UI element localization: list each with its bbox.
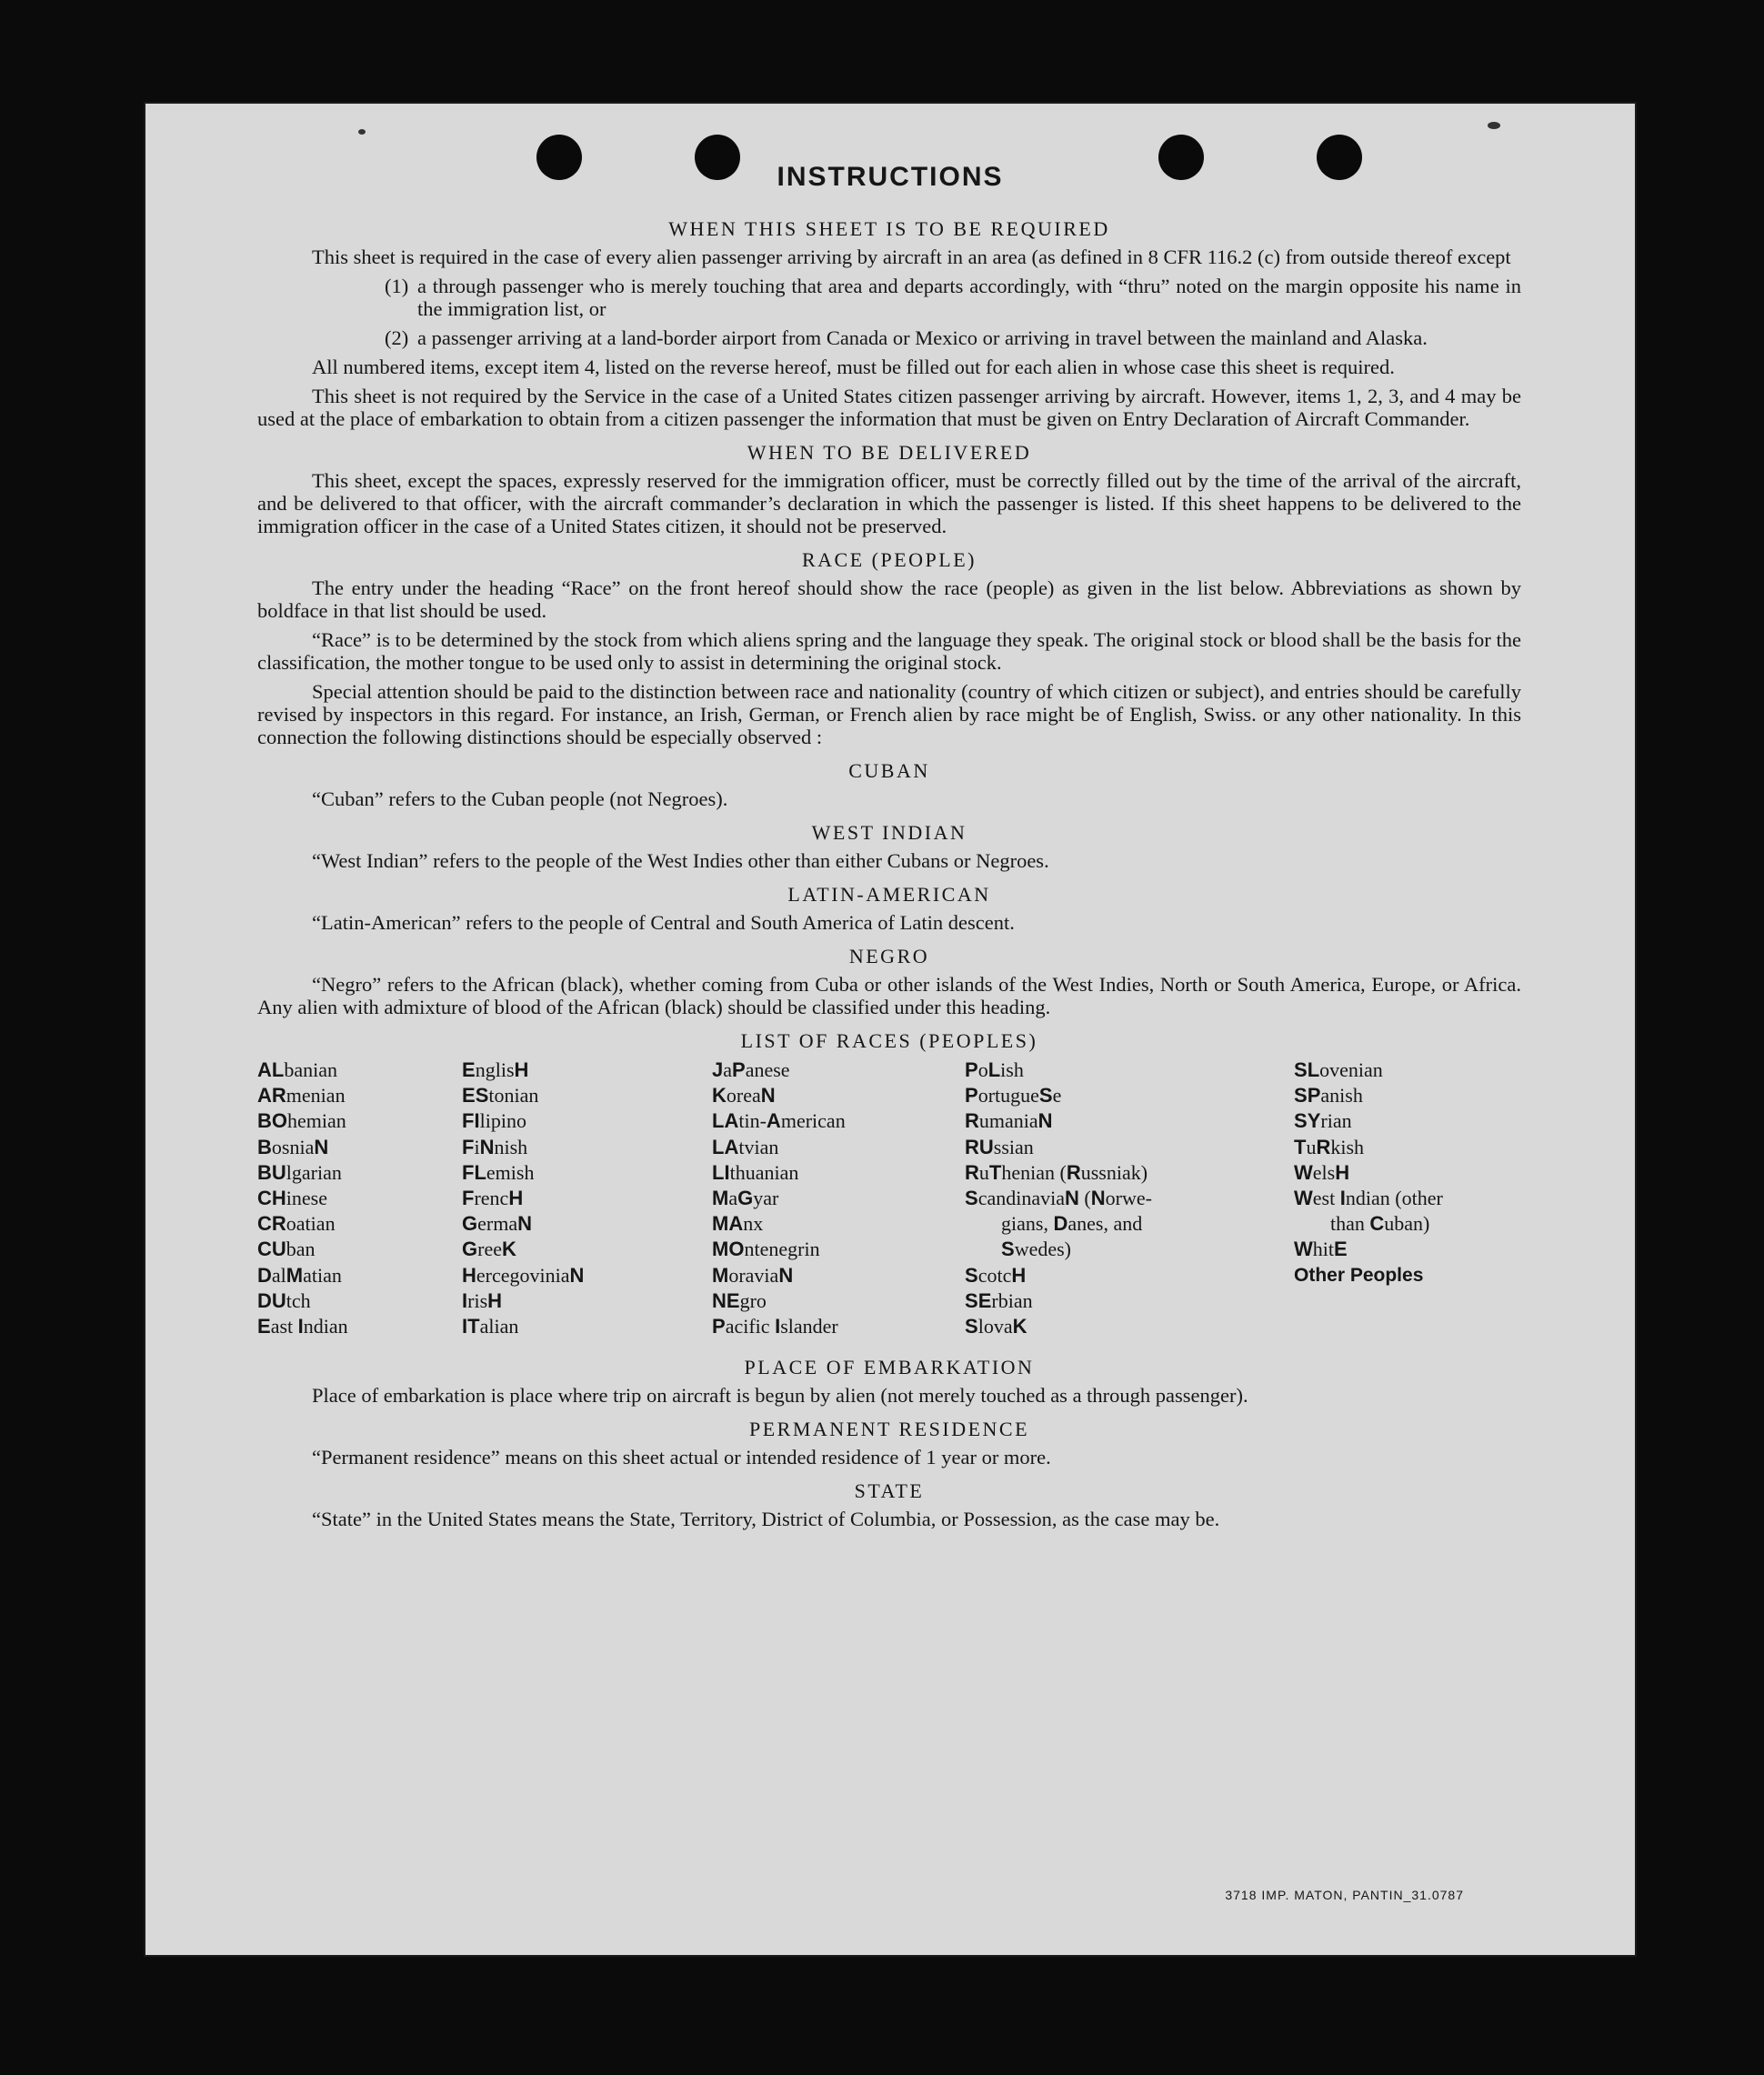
page-title: INSTRUCTIONS: [777, 162, 1004, 192]
race-entry-continuation: gians, Danes, and: [1001, 1212, 1143, 1236]
race-entry: GreeK: [462, 1238, 516, 1261]
speck: [1488, 122, 1500, 129]
race-entry: HercegoviniaN: [462, 1263, 585, 1287]
race-entry: IrisH: [462, 1288, 503, 1312]
race-entry-continuation: Swedes): [1001, 1238, 1071, 1261]
speck: [358, 129, 366, 135]
paragraph: This sheet is not required by the Service in the case of a United States citizen passenger arriving by aircraft. However, items 1, 2, 3, and 4 may be used at the place of embarkation to obtain from a citizen passenger the information that must be given on Entry Declaration of Aircraft Commander.: [257, 385, 1521, 430]
races-column-3: [712, 1058, 846, 1339]
race-entry-continuation: than Cuban): [1330, 1212, 1430, 1236]
paragraph: Special attention should be paid to the distinction between race and nationality (country of which citizen or subject), and entries should be carefully revised by inspectors in this regard. For instance, an Irish, German, or French alien by race might be of English, Swiss. or any other nationality. In this connection the following distinctions should be especially observed :: [257, 680, 1521, 748]
race-entry: LIthuanian: [712, 1160, 799, 1184]
section-heading-embarkation: PLACE OF EMBARKATION: [744, 1356, 1035, 1378]
race-entry: BosniaN: [257, 1135, 329, 1158]
race-entry: West Indian (other: [1294, 1187, 1443, 1210]
item-number: (2): [385, 326, 409, 349]
print-code-footer: 3718 IMP. MATON, PANTIN_31.0787: [1225, 1888, 1464, 1902]
exception-item: [385, 275, 1521, 320]
race-entry: KoreaN: [712, 1084, 776, 1108]
race-entry: TuRkish: [1294, 1135, 1365, 1158]
race-entry: LAtin-American: [712, 1109, 846, 1133]
race-entry: ARmenian: [257, 1084, 346, 1108]
races-column-1: [257, 1058, 348, 1339]
race-entry: SLovenian: [1294, 1058, 1383, 1081]
race-entry: EnglisH: [462, 1058, 529, 1081]
race-entry: Other Peoples: [1294, 1264, 1424, 1286]
section-heading-list-of-races: LIST OF RACES (PEOPLES): [740, 1029, 1038, 1052]
race-entry: NEgro: [712, 1288, 767, 1312]
paragraph: All numbered items, except item 4, listed on the reverse hereof, must be filled out for each alien in whose case this sheet is required.: [312, 356, 1395, 378]
section-heading-residence: PERMANENT RESIDENCE: [748, 1418, 1030, 1440]
race-entry: ScandinaviaN (Norwe-: [965, 1187, 1152, 1210]
definition-text: “Negro” refers to the African (black), whether coming from Cuba or other islands of the West Indies, North or South America, Europe, or Africa. Any alien with admixture of blood of the African (black) should be classified under this heading.: [257, 973, 1521, 1018]
race-entry: FLemish: [462, 1160, 535, 1184]
section-heading-west-indian: WEST INDIAN: [811, 821, 967, 844]
race-entry: FiNnish: [462, 1135, 528, 1158]
race-entry: CUban: [257, 1238, 316, 1261]
race-entry: WhitE: [1294, 1238, 1348, 1261]
section-heading-when-required: WHEN THIS SHEET IS TO BE REQUIRED: [668, 217, 1110, 240]
races-column-2: [462, 1058, 584, 1339]
definition-text: “Cuban” refers to the Cuban people (not Negroes).: [312, 787, 728, 810]
definition-text: Place of embarkation is place where trip on aircraft is begun by alien (not merely touched as a through passenger).: [312, 1384, 1248, 1407]
race-entry: WelsH: [1294, 1160, 1350, 1184]
race-entry: GermaN: [462, 1212, 532, 1236]
section-heading-race: RACE (PEOPLE): [802, 548, 977, 571]
race-entry: RuThenian (Russniak): [965, 1160, 1148, 1184]
race-entry: MOntenegrin: [712, 1238, 820, 1261]
race-entry: East Indian: [257, 1315, 348, 1338]
races-list: [257, 1058, 1521, 1345]
document-sheet: [144, 102, 1637, 1957]
item-number: (1): [385, 275, 409, 297]
race-entry: SErbian: [965, 1288, 1033, 1312]
race-entry: BOhemian: [257, 1109, 346, 1133]
race-entry: CHinese: [257, 1187, 327, 1210]
instructions-body: [257, 206, 1521, 1534]
race-entry: DUtch: [257, 1288, 311, 1312]
paragraph: “Race” is to be determined by the stock from which aliens spring and the language they speak. The original stock or blood shall be the basis for the classification, the mother tongue to be used only to assist in determining the original stock.: [257, 628, 1521, 674]
paragraph: This sheet, except the spaces, expressly reserved for the immigration officer, must be correctly filled out by the time of the arrival of the aircraft, and be delivered to that officer, with the aircraft commander’s declaration in which the passenger is listed. If this sheet happens to be delivered to the immigration officer in the case of a United States citizen, it should not be preserved.: [257, 469, 1521, 537]
section-heading-cuban: CUBAN: [848, 759, 930, 782]
section-heading-when-delivered: WHEN TO BE DELIVERED: [747, 441, 1032, 464]
races-column-4: [965, 1058, 1152, 1339]
item-text: a passenger arriving at a land-border airport from Canada or Mexico or arriving in travel between the mainland and Alaska.: [417, 326, 1428, 349]
race-entry: MAnx: [712, 1212, 764, 1236]
race-entry: RumaniaN: [965, 1109, 1053, 1133]
section-heading-state: STATE: [854, 1479, 925, 1502]
race-entry: DalMatian: [257, 1263, 342, 1287]
race-entry: ScotcH: [965, 1263, 1027, 1287]
race-entry: FIlipino: [462, 1109, 526, 1133]
race-entry: ITalian: [462, 1315, 519, 1338]
races-column-5: [1294, 1058, 1443, 1288]
race-entry: PortugueSe: [965, 1084, 1062, 1108]
race-entry: SPanish: [1294, 1084, 1363, 1108]
race-entry: BUlgarian: [257, 1160, 342, 1184]
item-text: a through passenger who is merely touching that area and departs accordingly, with “thru” noted on the margin opposite his name in the immigration list, or: [417, 275, 1521, 320]
exception-item: [385, 326, 1521, 349]
definition-text: “State” in the United States means the State, Territory, District of Columbia, or Possession, as the case may be.: [312, 1508, 1220, 1530]
definition-text: “Latin-American” refers to the people of Central and South America of Latin descent.: [312, 911, 1015, 934]
race-entry: MoraviaN: [712, 1263, 794, 1287]
race-entry: SlovaK: [965, 1315, 1027, 1338]
section-heading-negro: NEGRO: [848, 945, 930, 967]
race-entry: MaGyar: [712, 1187, 779, 1210]
race-entry: LAtvian: [712, 1135, 779, 1158]
race-entry: SYrian: [1294, 1109, 1352, 1133]
race-entry: ALbanian: [257, 1058, 337, 1081]
definition-text: “Permanent residence” means on this sheet actual or intended residence of 1 year or more.: [312, 1446, 1051, 1469]
race-entry: FrencH: [462, 1187, 524, 1210]
definition-text: “West Indian” refers to the people of the West Indies other than either Cubans or Negroes.: [312, 849, 1049, 872]
race-entry: EStonian: [462, 1084, 539, 1108]
race-entry: RUssian: [965, 1135, 1034, 1158]
paragraph: This sheet is required in the case of every alien passenger arriving by aircraft in an area (as defined in 8 CFR 116.2 (c) from outside thereof except: [312, 246, 1511, 268]
race-entry: Pacific Islander: [712, 1315, 838, 1338]
race-entry: CRoatian: [257, 1212, 336, 1236]
race-entry: PoLish: [965, 1058, 1024, 1081]
section-heading-latin-american: LATIN-AMERICAN: [787, 883, 991, 906]
race-entry: JaPanese: [712, 1058, 790, 1081]
paragraph: The entry under the heading “Race” on the front hereof should show the race (people) as given in the list below. Abbreviations as shown by boldface in that list should be used.: [257, 576, 1521, 622]
